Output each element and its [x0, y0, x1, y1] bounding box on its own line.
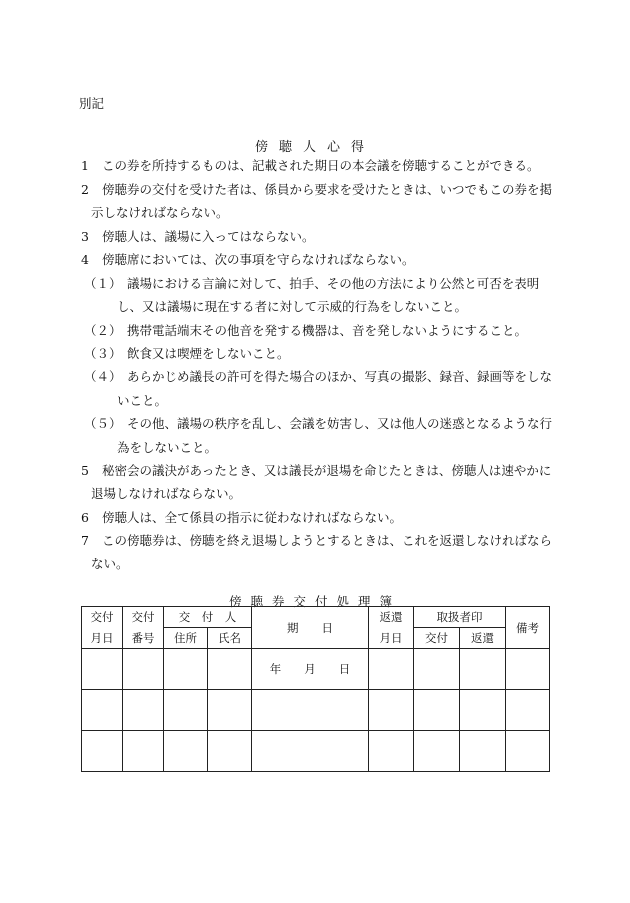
header-issue-number-top: 交付	[123, 607, 164, 628]
rule-7-cont: ない。	[91, 556, 129, 571]
rule-7: 7 この傍聴券は、傍聴を終え退場しようとするときは、これを返還しなければなら	[81, 533, 553, 548]
subrule-4: （４） あらかじめ議長の許可を得た場合のほか、写真の撮影、録音、録画等をしな	[84, 369, 553, 384]
subrule-1-cont: し、又は議場に現在する者に対して示威的行為をしないこと。	[117, 299, 468, 314]
header-handler-issue: 交付	[414, 628, 460, 649]
subrule-5-cont: 為をしないこと。	[117, 440, 218, 455]
header-name: 氏名	[208, 628, 252, 649]
header-issue-number-bottom: 番号	[123, 628, 164, 649]
subrule-5: （５） その他、議場の秩序を乱し、会議を妨害し、又は他人の迷惑となるような行	[84, 416, 553, 431]
header-address: 住所	[164, 628, 208, 649]
appendix-label: 別記	[79, 96, 105, 111]
table-row	[82, 690, 550, 731]
header-remarks: 備考	[506, 607, 550, 649]
header-return-date-top: 返還	[369, 607, 414, 628]
rule-5: 5 秘密会の議決があったとき、又は議長が退場を命じたときは、傍聴人は速やかに	[81, 463, 552, 478]
rule-2-cont: 示しなければならない。	[91, 205, 229, 220]
header-issue-date-bottom: 月日	[82, 628, 123, 649]
ticket-issuance-log-table	[81, 606, 550, 772]
table-row	[82, 731, 550, 772]
subrule-1: （１） 議場における言論に対して、拍手、その他の方法により公然と可否を表明	[84, 276, 540, 291]
rule-6: 6 傍聴人は、全て係員の指示に従わなければならない。	[81, 510, 403, 525]
header-handler-return: 返還	[460, 628, 506, 649]
header-row-1	[82, 607, 550, 628]
table-title: 傍聴券交付処理簿	[228, 594, 401, 609]
header-period: 期 日	[252, 607, 369, 649]
header-handler-seal: 取扱者印	[414, 607, 506, 628]
rule-5-cont: 退場しなければならない。	[91, 486, 242, 501]
date-format-cell: 年 月 日	[252, 649, 369, 690]
subrule-4-cont: いこと。	[117, 393, 168, 408]
document-title: 傍聴人心得	[254, 140, 375, 155]
header-issue-date-top: 交付	[82, 607, 123, 628]
header-return-date-bottom: 月日	[369, 628, 414, 649]
subrule-2: （２） 携帯電話端末その他音を発する機器は、音を発しないようにすること。	[84, 323, 528, 338]
header-issuee: 交 付 人	[164, 607, 252, 628]
subrule-3: （３） 飲食又は喫煙をしないこと。	[84, 346, 290, 361]
table-row	[82, 649, 550, 690]
rule-4: 4 傍聴席においては、次の事項を守らなければならない。	[81, 252, 415, 267]
rule-3: 3 傍聴人は、議場に入ってはならない。	[81, 229, 315, 244]
rule-1: 1 この券を所持するものは、記載された期日の本会議を傍聴することができる。	[81, 158, 540, 173]
rule-2: 2 傍聴券の交付を受けた者は、係員から要求を受けたときは、いつでもこの券を掲	[81, 182, 553, 197]
